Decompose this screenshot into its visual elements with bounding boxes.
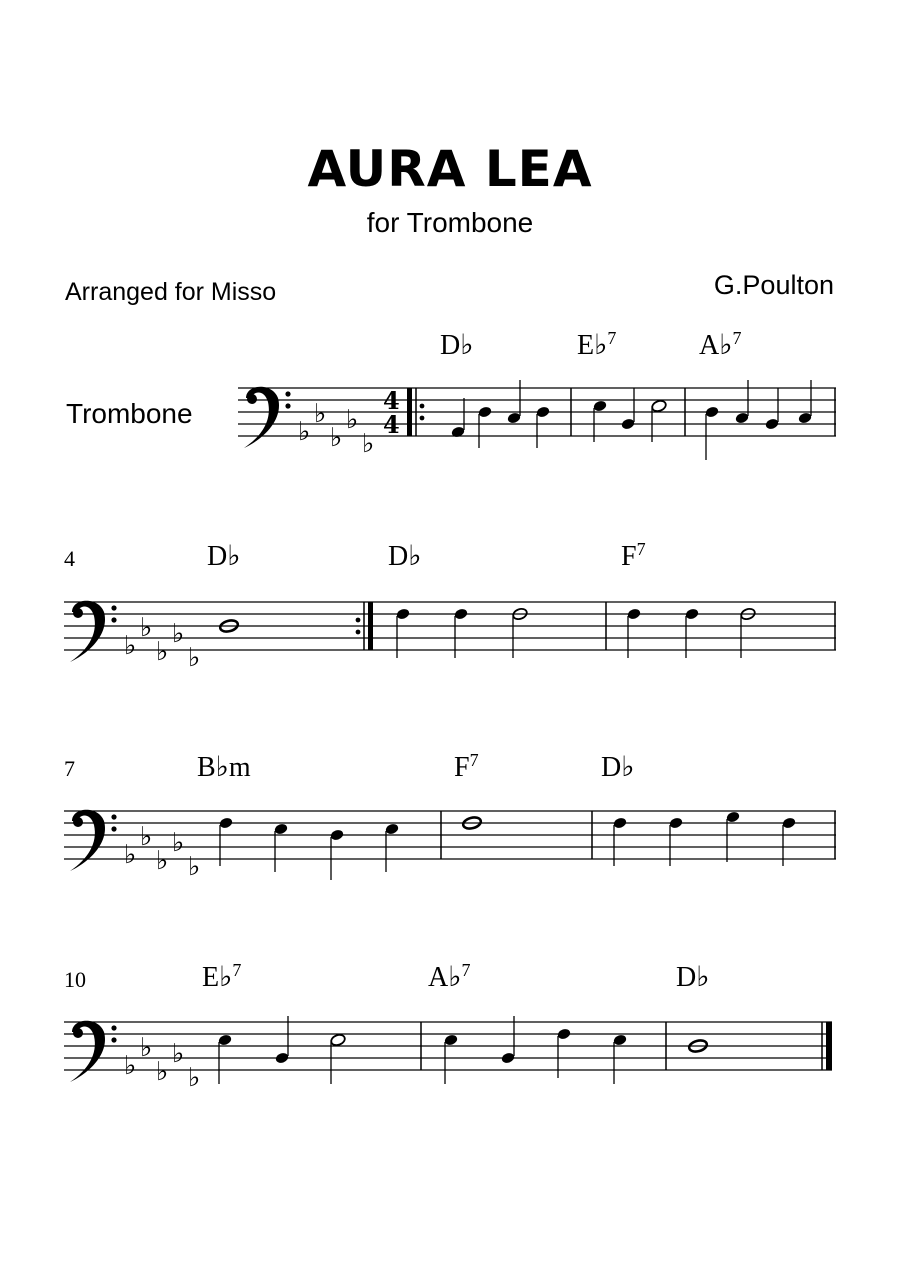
flat-icon: ♭ — [298, 417, 311, 447]
chord-symbol: $F^7$ — [454, 750, 479, 783]
flat-icon: ♭ — [140, 822, 153, 852]
chord-symbols — [440, 328, 741, 361]
system-3 — [64, 750, 836, 882]
flat-icon: ♭ — [314, 399, 327, 429]
bass-clef-icon — [70, 1021, 117, 1082]
key-signature — [124, 822, 200, 882]
system-2 — [64, 539, 836, 673]
flat-icon: ♭ — [156, 846, 169, 876]
flat-icon: ♭ — [156, 637, 169, 667]
bass-clef-icon — [70, 601, 117, 662]
flat-icon: ♭ — [188, 852, 201, 882]
time-sig-denominator: 4 — [383, 410, 400, 439]
chord-symbol: D♭ — [388, 541, 422, 572]
flat-icon: ♭ — [124, 631, 137, 661]
measure-number: 10 — [64, 967, 86, 992]
flat-icon: ♭ — [330, 423, 343, 453]
instrument-label: Trombone — [66, 398, 193, 429]
notes — [219, 811, 797, 880]
chord-symbol: E♭$^7$ — [577, 328, 617, 361]
composer-credit: G.Poulton — [713, 270, 834, 300]
key-signature — [124, 613, 200, 673]
notes — [451, 380, 813, 460]
measure-number: 4 — [64, 546, 75, 571]
measure-number: 7 — [64, 756, 75, 781]
bass-clef-icon — [244, 387, 291, 448]
flat-icon: ♭ — [140, 613, 153, 643]
chord-symbol: E♭$^7$ — [202, 960, 242, 993]
flat-icon: ♭ — [188, 1063, 201, 1093]
key-signature — [298, 399, 374, 459]
chord-symbols — [197, 750, 634, 783]
system-1 — [238, 328, 836, 460]
chord-symbol: B♭m — [197, 752, 251, 783]
arranger-credit: Arranged for Misso — [65, 278, 277, 306]
flat-icon: ♭ — [172, 1039, 185, 1069]
chord-symbols — [202, 960, 709, 993]
chord-symbol: A♭$^7$ — [699, 328, 742, 361]
bass-clef-icon — [70, 810, 117, 871]
key-signature — [124, 1033, 200, 1093]
piece-subtitle: for Trombone — [366, 207, 534, 238]
chord-symbol: D♭ — [207, 541, 241, 572]
chord-symbol: D♭ — [440, 330, 474, 361]
flat-icon: ♭ — [346, 405, 359, 435]
chord-symbol: D♭ — [676, 962, 710, 993]
flat-icon: ♭ — [172, 828, 185, 858]
time-sig-numerator: 4 — [383, 386, 400, 415]
flat-icon: ♭ — [156, 1057, 169, 1087]
chord-symbol: D♭ — [601, 752, 635, 783]
notes — [218, 1016, 709, 1084]
flat-icon: ♭ — [188, 643, 201, 673]
flat-icon: ♭ — [172, 619, 185, 649]
flat-icon: ♭ — [124, 840, 137, 870]
flat-icon: ♭ — [140, 1033, 153, 1063]
system-4 — [64, 960, 832, 1093]
time-signature — [383, 386, 400, 439]
piece-title: AURA LEA — [307, 140, 593, 198]
chord-symbol: $F^7$ — [621, 539, 646, 572]
chord-symbols — [207, 539, 646, 572]
flat-icon: ♭ — [124, 1051, 137, 1081]
flat-icon: ♭ — [362, 429, 375, 459]
chord-symbol: A♭$^7$ — [428, 960, 471, 993]
